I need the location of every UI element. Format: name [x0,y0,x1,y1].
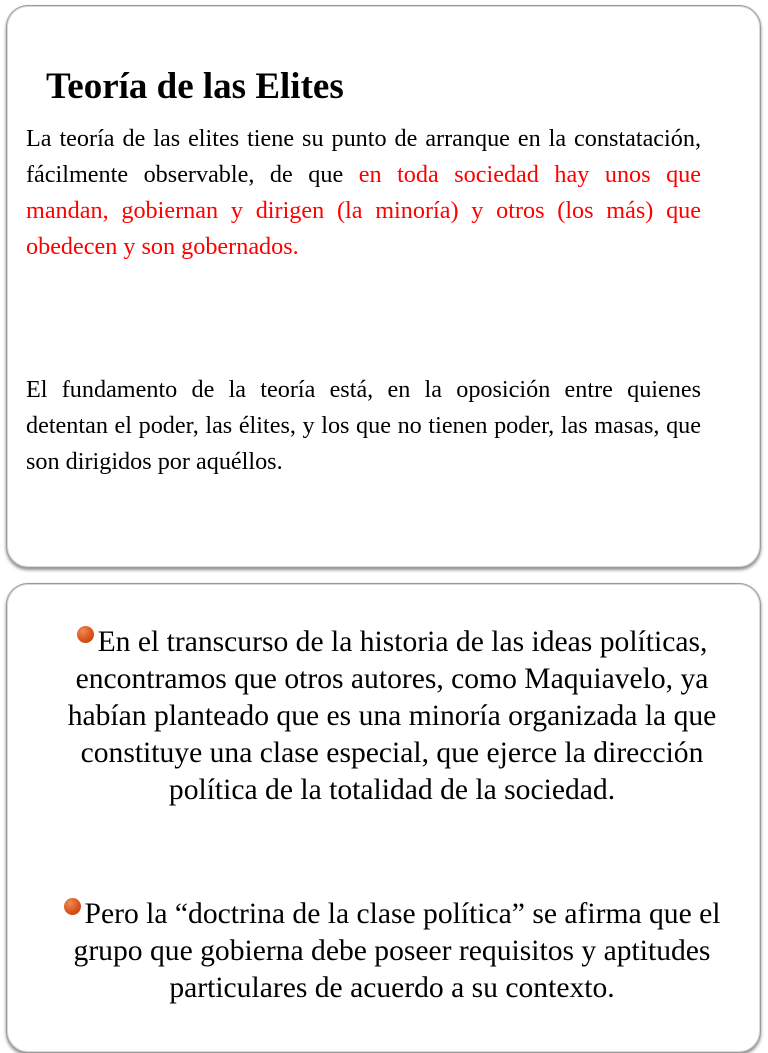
bullet-item [47,624,737,809]
paragraph-intro-text: La teoría de las elites tiene su punto de arranque en la constatación, fácilmente observable, de que [26,125,701,188]
bullet-item [47,896,737,1007]
paragraph-intro [26,121,701,265]
highlighted-text-end: . [292,233,299,260]
paragraph-foundation: El fundamento de la teoría está, en la oposición entre quienes detentan el poder, las élites, y los que no tienen poder, las masas, que son dirigidos por aquéllos. [26,376,701,475]
slide-2 [6,583,761,1053]
bullet-text: En el transcurso de la historia de las ideas políticas, encontramos que otros autores, como Maquiavelo, ya habían planteado que es una minoría organizada la que constituye una clase especial, que ejerce la dirección política de la totalidad de la sociedad. [67,626,717,806]
bullet-dot-icon [64,898,81,915]
slide-title: Teoría de las Elites [46,66,344,107]
bullet-dot-icon [77,626,94,643]
highlighted-text: en toda sociedad hay unos que mandan, gobiernan y dirigen (la minoría) y otros (los más) que obedecen y son gobernados [26,161,701,260]
slide-1 [6,5,761,568]
bullet-text: Pero la “doctrina de la clase política” se afirma que el grupo que gobierna debe poseer requisitos y aptitudes particulares de acuerdo a su contexto. [73,898,721,1004]
